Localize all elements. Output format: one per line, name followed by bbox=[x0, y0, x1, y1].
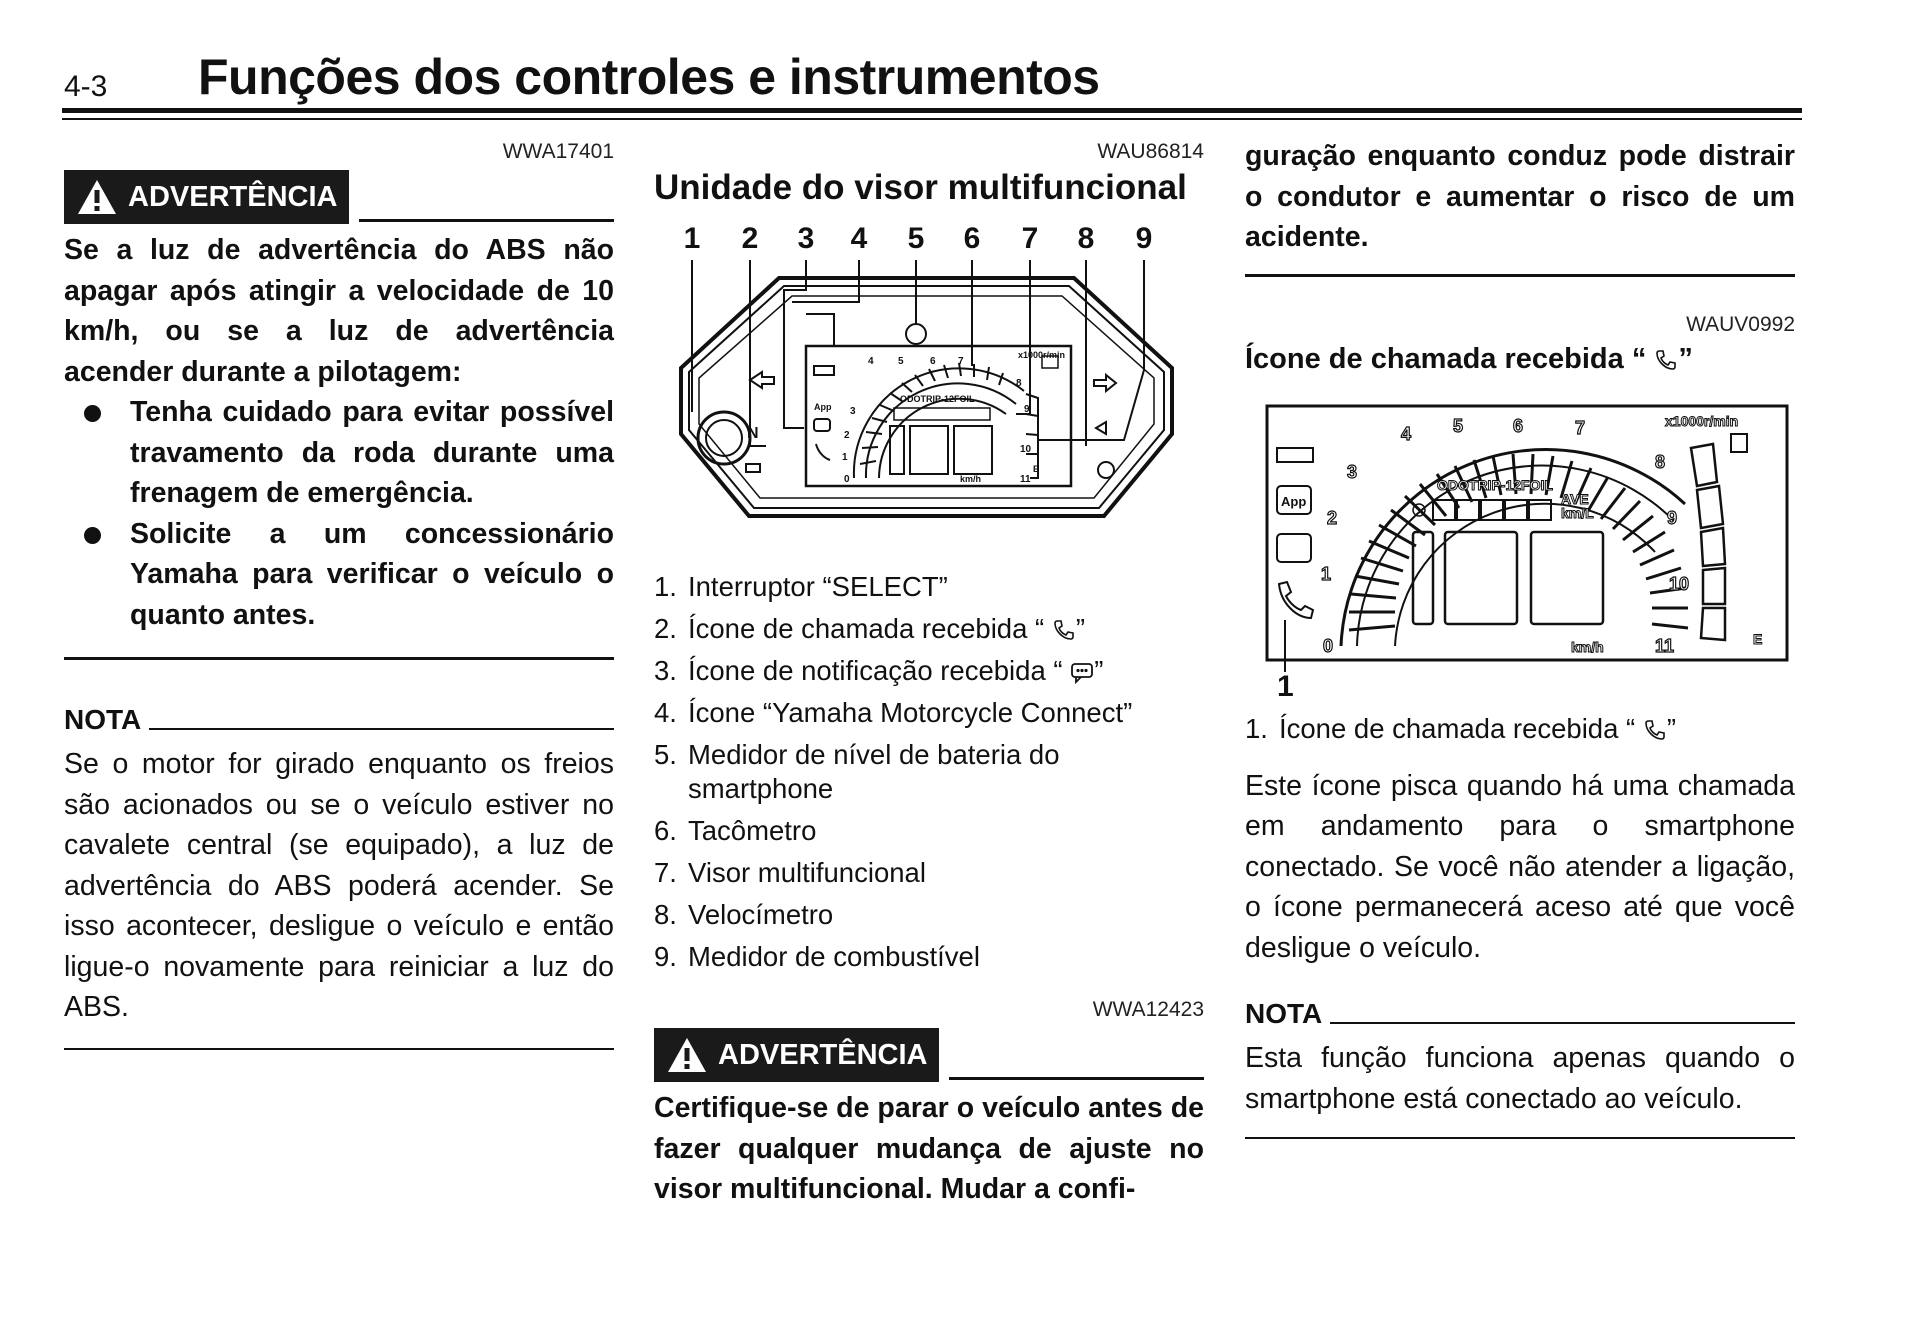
instrument-cluster-diagram bbox=[654, 216, 1204, 546]
svg-text:9: 9 bbox=[1024, 404, 1030, 415]
right-turn-icon bbox=[1094, 375, 1116, 391]
legend-item: 6. Tacômetro bbox=[654, 815, 817, 846]
page-number: 4-3 bbox=[64, 70, 108, 103]
oil-icon bbox=[1096, 422, 1106, 434]
warning-text: Se a luz de advertência do ABS não apagar após atingir a velocidade de 10 km/h, ou se a luz de advertência acender durante a pilotagem: bbox=[64, 234, 614, 388]
rpm-unit: x1000r/min bbox=[1018, 350, 1066, 360]
legend-item: 5. Medidor de nível de bateria do smartphone bbox=[654, 739, 1060, 804]
app-label: App bbox=[814, 402, 832, 412]
phone-icon bbox=[1654, 348, 1678, 372]
legend-item: 9. Medidor de combustível bbox=[654, 941, 980, 972]
svg-text:2: 2 bbox=[1327, 507, 1338, 528]
warning-bullets bbox=[64, 392, 614, 635]
warning-triangle-icon bbox=[666, 1036, 708, 1074]
yamaha-logo-icon bbox=[906, 324, 926, 344]
rpm-unit: x1000r/min bbox=[1665, 412, 1739, 429]
svg-text:0: 0 bbox=[1323, 635, 1334, 656]
nota-header bbox=[1245, 998, 1795, 1030]
speed-unit: km/h bbox=[1571, 638, 1604, 655]
diagram-legend bbox=[654, 570, 1204, 974]
odo-label: ODOTRIP-12FOIL bbox=[1437, 476, 1553, 493]
legend-item: 1. Ícone de chamada recebida “ ” bbox=[1245, 712, 1677, 744]
header-rule-thin bbox=[62, 118, 1802, 120]
svg-text:6: 6 bbox=[930, 356, 936, 367]
svg-text:8: 8 bbox=[1655, 451, 1666, 472]
svg-text:4: 4 bbox=[868, 356, 874, 367]
warning-label-box bbox=[654, 1028, 939, 1082]
odo-label: ODOTRIP-12FOIL bbox=[900, 394, 975, 404]
svg-text:10: 10 bbox=[1669, 573, 1690, 594]
column-middle bbox=[654, 140, 1204, 1210]
abs-icon bbox=[1098, 462, 1114, 478]
bullet-item: Tenha cuidado para evitar possível travamento da roda durante uma frenagem de emergência. bbox=[64, 392, 614, 514]
screen-closeup-diagram bbox=[1245, 394, 1795, 704]
svg-text:11: 11 bbox=[1655, 635, 1675, 656]
ave-label: AVE bbox=[1561, 490, 1589, 507]
legend-item: 2. Ícone de chamada recebida “ ” bbox=[654, 613, 1086, 644]
phone-icon bbox=[1052, 618, 1076, 642]
callout-number: 4 bbox=[850, 222, 868, 255]
callout-number: 5 bbox=[907, 222, 925, 255]
body-text: Este ícone pisca quando há uma chamada em andamento para o smartphone conectado. Se você não atender a ligação, o ícone permanecerá aceso até que você desligue o veículo. bbox=[1245, 769, 1795, 964]
legend-item: 4. Ícone “Yamaha Motorcycle Connect” bbox=[654, 697, 1133, 728]
svg-text:5: 5 bbox=[898, 356, 904, 367]
svg-text:5: 5 bbox=[1453, 415, 1464, 436]
svg-text:7: 7 bbox=[1575, 417, 1586, 438]
fuel-e-label: E bbox=[1033, 464, 1040, 474]
divider bbox=[64, 1048, 614, 1050]
legend-item: 7. Visor multifuncional bbox=[654, 857, 926, 888]
svg-text:3: 3 bbox=[850, 406, 856, 417]
svg-text:11: 11 bbox=[1020, 474, 1031, 485]
svg-text:2: 2 bbox=[844, 430, 850, 441]
legend-item: 3. Ícone de notificação recebida “ ” bbox=[654, 655, 1104, 686]
svg-text:4: 4 bbox=[1401, 423, 1412, 444]
svg-text:1: 1 bbox=[1321, 563, 1332, 584]
callout-number: 7 bbox=[1021, 222, 1039, 255]
app-label: App bbox=[1281, 493, 1307, 509]
warning-header bbox=[654, 1028, 1204, 1082]
warning-code: WWA17401 bbox=[502, 140, 614, 163]
neutral-label: N bbox=[747, 425, 759, 442]
callout-number: 2 bbox=[741, 222, 759, 255]
warning-triangle-icon bbox=[76, 178, 118, 216]
diagram-legend bbox=[1245, 712, 1795, 746]
section-title: Unidade do visor multifuncional bbox=[654, 168, 1187, 207]
warning-label-box bbox=[64, 170, 349, 224]
left-turn-icon bbox=[750, 372, 774, 388]
svg-text:3: 3 bbox=[1347, 461, 1358, 482]
warning-text-continued: guração enquanto conduz pode distrair o condutor e aumentar o risco de um acidente. bbox=[1245, 140, 1795, 253]
warning-label: ADVERTÊNCIA bbox=[128, 180, 338, 213]
svg-text:1: 1 bbox=[842, 452, 848, 463]
speed-unit: km/h bbox=[960, 474, 982, 484]
headlight-icon bbox=[746, 464, 760, 472]
callout-number: 6 bbox=[963, 222, 981, 255]
header-rule bbox=[62, 108, 1802, 113]
lcd-screen bbox=[806, 346, 1071, 486]
divider bbox=[1245, 274, 1795, 277]
callout-numbers bbox=[684, 222, 1153, 255]
svg-text:6: 6 bbox=[1513, 415, 1524, 436]
callout-number: 9 bbox=[1135, 222, 1153, 255]
callout-number: 1 bbox=[683, 222, 701, 255]
warning-header bbox=[64, 170, 614, 224]
legend-item: 1. Interruptor “SELECT” bbox=[654, 571, 948, 602]
section-title: Ícone de chamada recebida “ ” bbox=[1245, 342, 1693, 375]
nota-text: Esta função funciona apenas quando o smartphone está conectado ao veículo. bbox=[1245, 1042, 1795, 1115]
nota-header bbox=[64, 704, 614, 736]
svg-text:7: 7 bbox=[958, 356, 964, 367]
phone-icon bbox=[1643, 718, 1667, 742]
svg-text:10: 10 bbox=[1020, 444, 1032, 455]
divider bbox=[64, 657, 614, 660]
column-right bbox=[1245, 140, 1795, 1139]
nota-label: NOTA bbox=[64, 704, 142, 735]
callout-number: 1 bbox=[1277, 669, 1294, 703]
column-left bbox=[64, 140, 614, 1050]
fuel-e-label: E bbox=[1753, 630, 1763, 647]
divider bbox=[1245, 1137, 1795, 1139]
nota-label: NOTA bbox=[1245, 998, 1323, 1029]
warning-text: Certifique-se de parar o veículo antes de fazer qualquer mudança de ajuste no visor multifuncional. Mudar a confi- bbox=[654, 1092, 1204, 1205]
bullet-item: Solicite a um concessionário Yamaha para verificar o veículo o quanto antes. bbox=[64, 514, 614, 636]
section-code: WAU86814 bbox=[1097, 140, 1204, 163]
svg-text:0: 0 bbox=[844, 474, 850, 485]
svg-text:9: 9 bbox=[1667, 507, 1678, 528]
callout-number: 8 bbox=[1077, 222, 1095, 255]
warning-code: WWA12423 bbox=[1092, 998, 1204, 1021]
page-title: Funções dos controles e instrumentos bbox=[198, 49, 1100, 105]
notification-icon bbox=[1070, 660, 1094, 684]
legend-item: 8. Velocímetro bbox=[654, 899, 834, 930]
kml-label: km/L bbox=[1561, 504, 1594, 521]
svg-text:8: 8 bbox=[1016, 378, 1022, 389]
section-code: WAUV0992 bbox=[1686, 312, 1795, 336]
nota-text: Se o motor for girado enquanto os freios são acionados ou se o veículo estiver no cavalete central (se equipado), a luz de advertência do ABS poderá acender. Se isso acontecer, desligue o veículo e então ligue-o novamente para reiniciar a luz do ABS. bbox=[64, 748, 614, 1023]
warning-label: ADVERTÊNCIA bbox=[718, 1038, 928, 1071]
callout-number: 3 bbox=[797, 222, 815, 255]
